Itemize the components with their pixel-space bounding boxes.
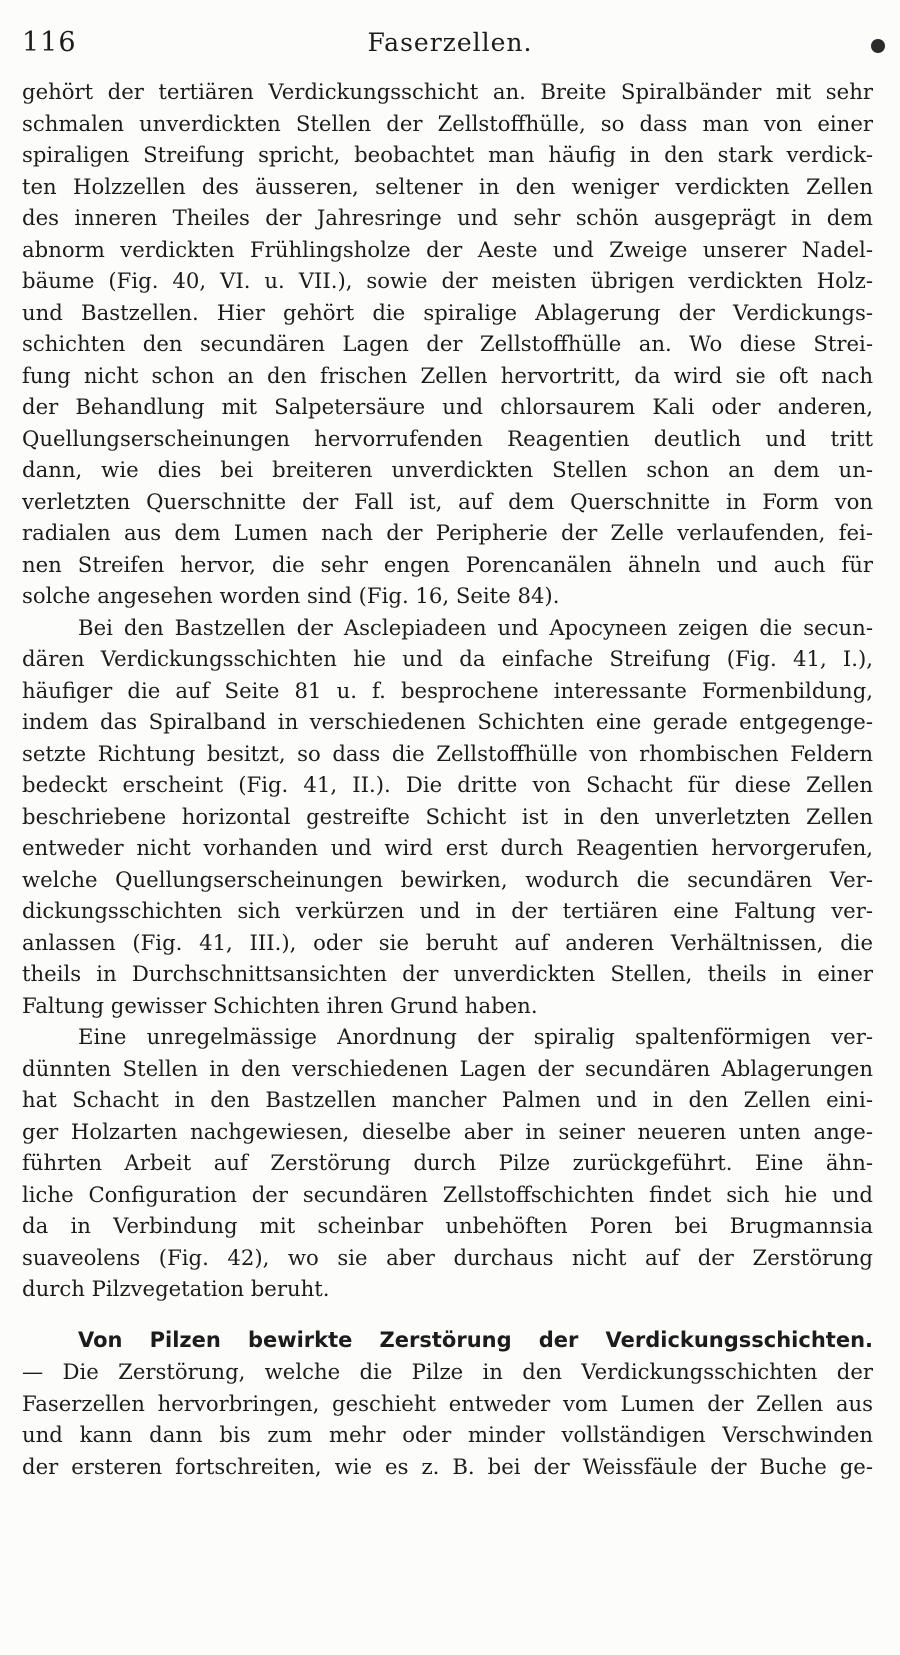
text-line: beschriebene horizontal gestreifte Schicht ist in den unverletzten Zellen [22,803,873,829]
text-line: schichten den secundären Lagen der Zellstoffhülle an. Wo diese Strei- [22,331,873,356]
section-gap [22,1305,873,1325]
text-line: der ersteren fortschreiten, wie es z. B. bei der Weissfäule der Buche ge- [22,1453,873,1479]
section-heading: Von Pilzen bewirkte Zerstörung der Verdickungsschichten. [78,1327,873,1352]
text-line: Bei den Bastzellen der Asclepiadeen und Apocyneen zeigen die secun- [78,614,873,640]
text-line: und Bastzellen. Hier gehört die spiralige Ablagerung der Verdickungs- [22,299,873,325]
text-line: hat Schacht in den Bastzellen mancher Palmen und in den Zellen eini- [22,1087,873,1112]
text-line: und kann dann bis zum mehr oder minder vollständigen Verschwinden [22,1422,873,1447]
text-line: anlassen (Fig. 41, III.), oder sie beruht auf anderen Verhältnissen, die [22,929,873,955]
text-line: theils in Durchschnittsansichten der unverdickten Stellen, theils in einer [22,961,873,986]
text-line: Eine unregelmässige Anordnung der spiralig spaltenförmigen ver- [78,1024,873,1049]
text-line: dünnten Stellen in den verschiedenen Lagen der secundären Ablagerungen [22,1055,873,1081]
text-line: suaveolens (Fig. 42), wo sie aber durchaus nicht auf der Zerstörung [22,1244,873,1270]
text-line: radialen aus dem Lumen nach der Peripherie der Zelle verlaufenden, fei- [22,520,873,545]
text-line: Faltung gewisser Schichten ihren Grund haben. [22,992,538,1018]
text-line: des inneren Theiles der Jahresringe und sehr schön ausgeprägt in dem [22,205,873,230]
text-line: — Die Zerstörung, welche die Pilze in den Verdickungsschichten der [22,1359,873,1384]
text-line: häufiger die auf Seite 81 u. f. besprochene interessante Formenbildung, [22,677,873,703]
text-line: spiraligen Streifung spricht, beobachtet man häufig in den stark verdick- [22,142,873,167]
text-line: schmalen unverdickten Stellen der Zellstoffhülle, so dass man von einer [22,110,873,136]
text-line: bäume (Fig. 40, VI. u. VII.), sowie der meisten übrigen verdickten Holz- [22,268,873,293]
ink-spot [871,39,885,53]
text-line: ger Holzarten nachgewiesen, dieselbe aber in seiner neueren unten ange- [22,1118,873,1144]
text-line: Quellungserscheinungen hervorrufenden Reagentien deutlich und tritt [22,425,873,451]
text-line: bedeckt erscheint (Fig. 41, II.). Die dritte von Schacht für diese Zellen [22,772,873,797]
text-line: der Behandlung mit Salpetersäure und chlorsaurem Kali oder anderen, [22,394,873,419]
text-line: entweder nicht vorhanden und wird erst durch Reagentien hervorgerufen, [22,835,873,860]
text-line: verletzten Querschnitte der Fall ist, auf dem Querschnitte in Form von [22,488,873,514]
text-line: da in Verbindung mit scheinbar unbehöften Poren bei Brugmannsia [22,1213,873,1238]
text-line: dären Verdickungsschichten hie und da einfache Streifung (Fig. 41, I.), [22,646,873,671]
text-line: setzte Richtung besitzt, so dass die Zellstoffhülle von rhombischen Feldern [22,740,873,766]
text-line: solche angesehen worden sind (Fig. 16, Seite 84). [22,583,560,608]
text-line: ten Holzzellen des äusseren, seltener in den weniger verdickten Zellen [22,173,873,199]
text-line: abnorm verdickten Frühlingsholze der Aeste und Zweige unserer Nadel- [22,236,873,262]
running-title: Faserzellen. [367,28,533,57]
text-line: fung nicht schon an den frischen Zellen hervortritt, da wird sie oft nach [22,362,873,388]
text-line: welche Quellungserscheinungen bewirken, wodurch die secundären Ver- [22,866,873,892]
text-line: liche Configuration der secundären Zellstoffschichten findet sich hie und [22,1181,873,1207]
text-line: indem das Spiralband in verschiedenen Schichten eine gerade entgegenge- [22,709,873,734]
text-line: nen Streifen hervor, die sehr engen Porencanälen ähneln und auch für [22,551,873,577]
text-line: führten Arbeit auf Zerstörung durch Pilze zurückgeführt. Eine ähn- [22,1150,873,1175]
text-line: Faserzellen hervorbringen, geschieht entweder vom Lumen der Zellen aus [22,1390,873,1416]
text-line: dickungsschichten sich verkürzen und in der tertiären eine Faltung ver- [22,898,873,923]
body-text [22,76,873,1482]
page-number: 116 [22,27,77,58]
text-line: dann, wie dies bei breiteren unverdickten Stellen schon an dem un- [22,457,873,482]
text-line: gehört der tertiären Verdickungsschicht an. Breite Spiralbänder mit sehr [22,79,873,104]
text-line: durch Pilzvegetation beruht. [22,1276,330,1301]
